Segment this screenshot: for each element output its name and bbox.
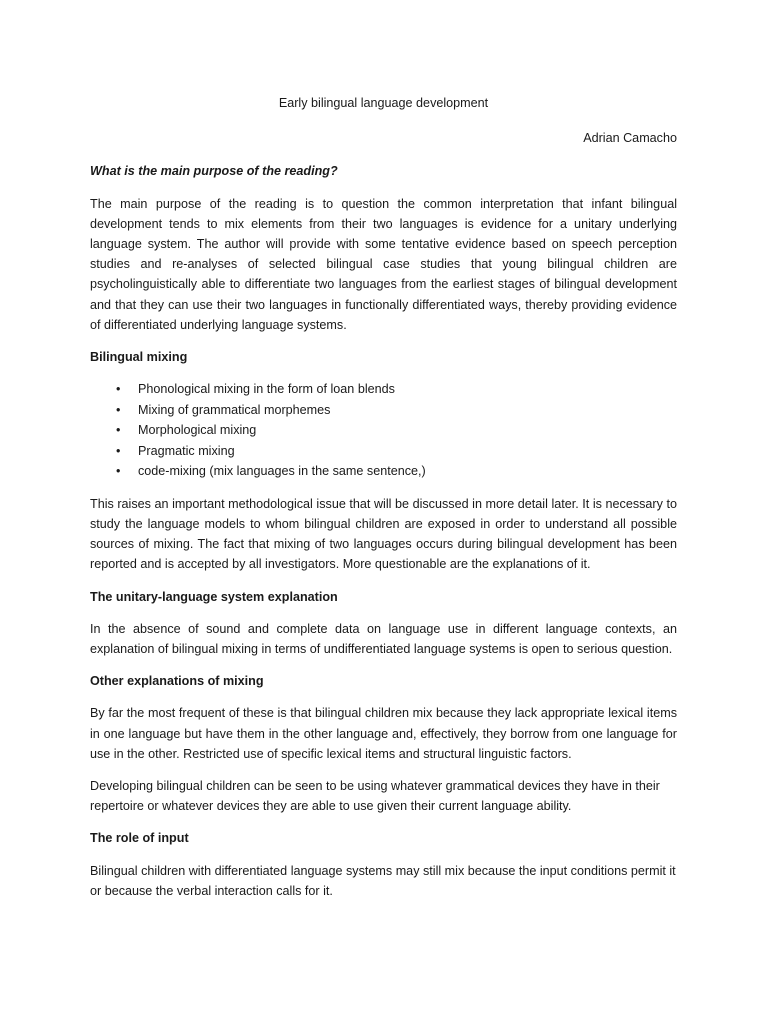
list-item-text: Pragmatic mixing — [138, 443, 235, 458]
bullet-icon: • — [116, 402, 121, 417]
other-explanations-paragraph-2: Developing bilingual children can be seen to be using whatever grammatical devices they have in their repertoire or whatever devices they are able to use given their current language ability. — [90, 778, 660, 814]
methodology-paragraph: This raises an important methodological issue that will be discussed in more detail later. It is necessary to study the language models to whom bilingual children are exposed in order to understand all possible sources of mixing. The fact that mixing of two languages occurs during bilingual development has been reported and is accepted by all investigators. More questionable are the explanations of it. — [90, 496, 677, 572]
reading-question: What is the main purpose of the reading? — [90, 164, 338, 179]
list-item-text: Phonological mixing in the form of loan blends — [138, 382, 395, 397]
bullet-icon: • — [116, 443, 121, 458]
list-item — [90, 400, 677, 421]
bullet-icon: • — [116, 464, 121, 479]
author-name: Adrian Camacho — [583, 131, 677, 146]
list-item — [90, 441, 677, 462]
mixing-list — [90, 379, 677, 482]
list-item-text: Morphological mixing — [138, 423, 257, 438]
list-item — [90, 379, 677, 400]
section-heading-other-explanations: Other explanations of mixing — [90, 674, 264, 689]
bullet-icon: • — [116, 423, 121, 438]
document-body — [90, 93, 677, 913]
list-item-text: Mixing of grammatical morphemes — [138, 402, 331, 417]
role-of-input-paragraph: Bilingual children with differentiated language systems may still mix because the input conditions permit it or because the verbal interaction calls for it. — [90, 863, 676, 898]
document-title: Early bilingual language development — [278, 96, 489, 110]
section-heading-bilingual-mixing: Bilingual mixing — [90, 350, 188, 365]
list-item — [90, 420, 677, 441]
list-item-text: code-mixing (mix languages in the same sentence,) — [138, 464, 426, 479]
section-heading-unitary-system: The unitary-language system explanation — [90, 589, 338, 604]
section-heading-role-of-input: The role of input — [90, 831, 189, 846]
bullet-icon: • — [116, 382, 121, 397]
unitary-paragraph: In the absence of sound and complete data on language use in different language contexts, an explanation of bilingual mixing in terms of undifferentiated language systems is open to serious question. — [90, 621, 677, 656]
list-item — [90, 461, 677, 482]
other-explanations-paragraph-1: By far the most frequent of these is that bilingual children mix because they lack appropriate lexical items in one language but have them in the other language and, effectively, they borrow from one language for use in the other. Restricted use of specific lexical items and structural linguistic factors. — [90, 706, 677, 761]
purpose-paragraph: The main purpose of the reading is to question the common interpretation that infant bilingual development tends to mix elements from their two languages is evidence for a unitary underlying language system. The author will provide with some tentative evidence based on speech perception studies and re-analyses of selected bilingual case studies that young bilingual children are psycholinguistically able to differentiate two languages from the earliest stages of bilingual development and that they can use their two languages in functionally differentiated ways, thereby providing evidence of differentiated underlying language systems. — [90, 196, 677, 332]
